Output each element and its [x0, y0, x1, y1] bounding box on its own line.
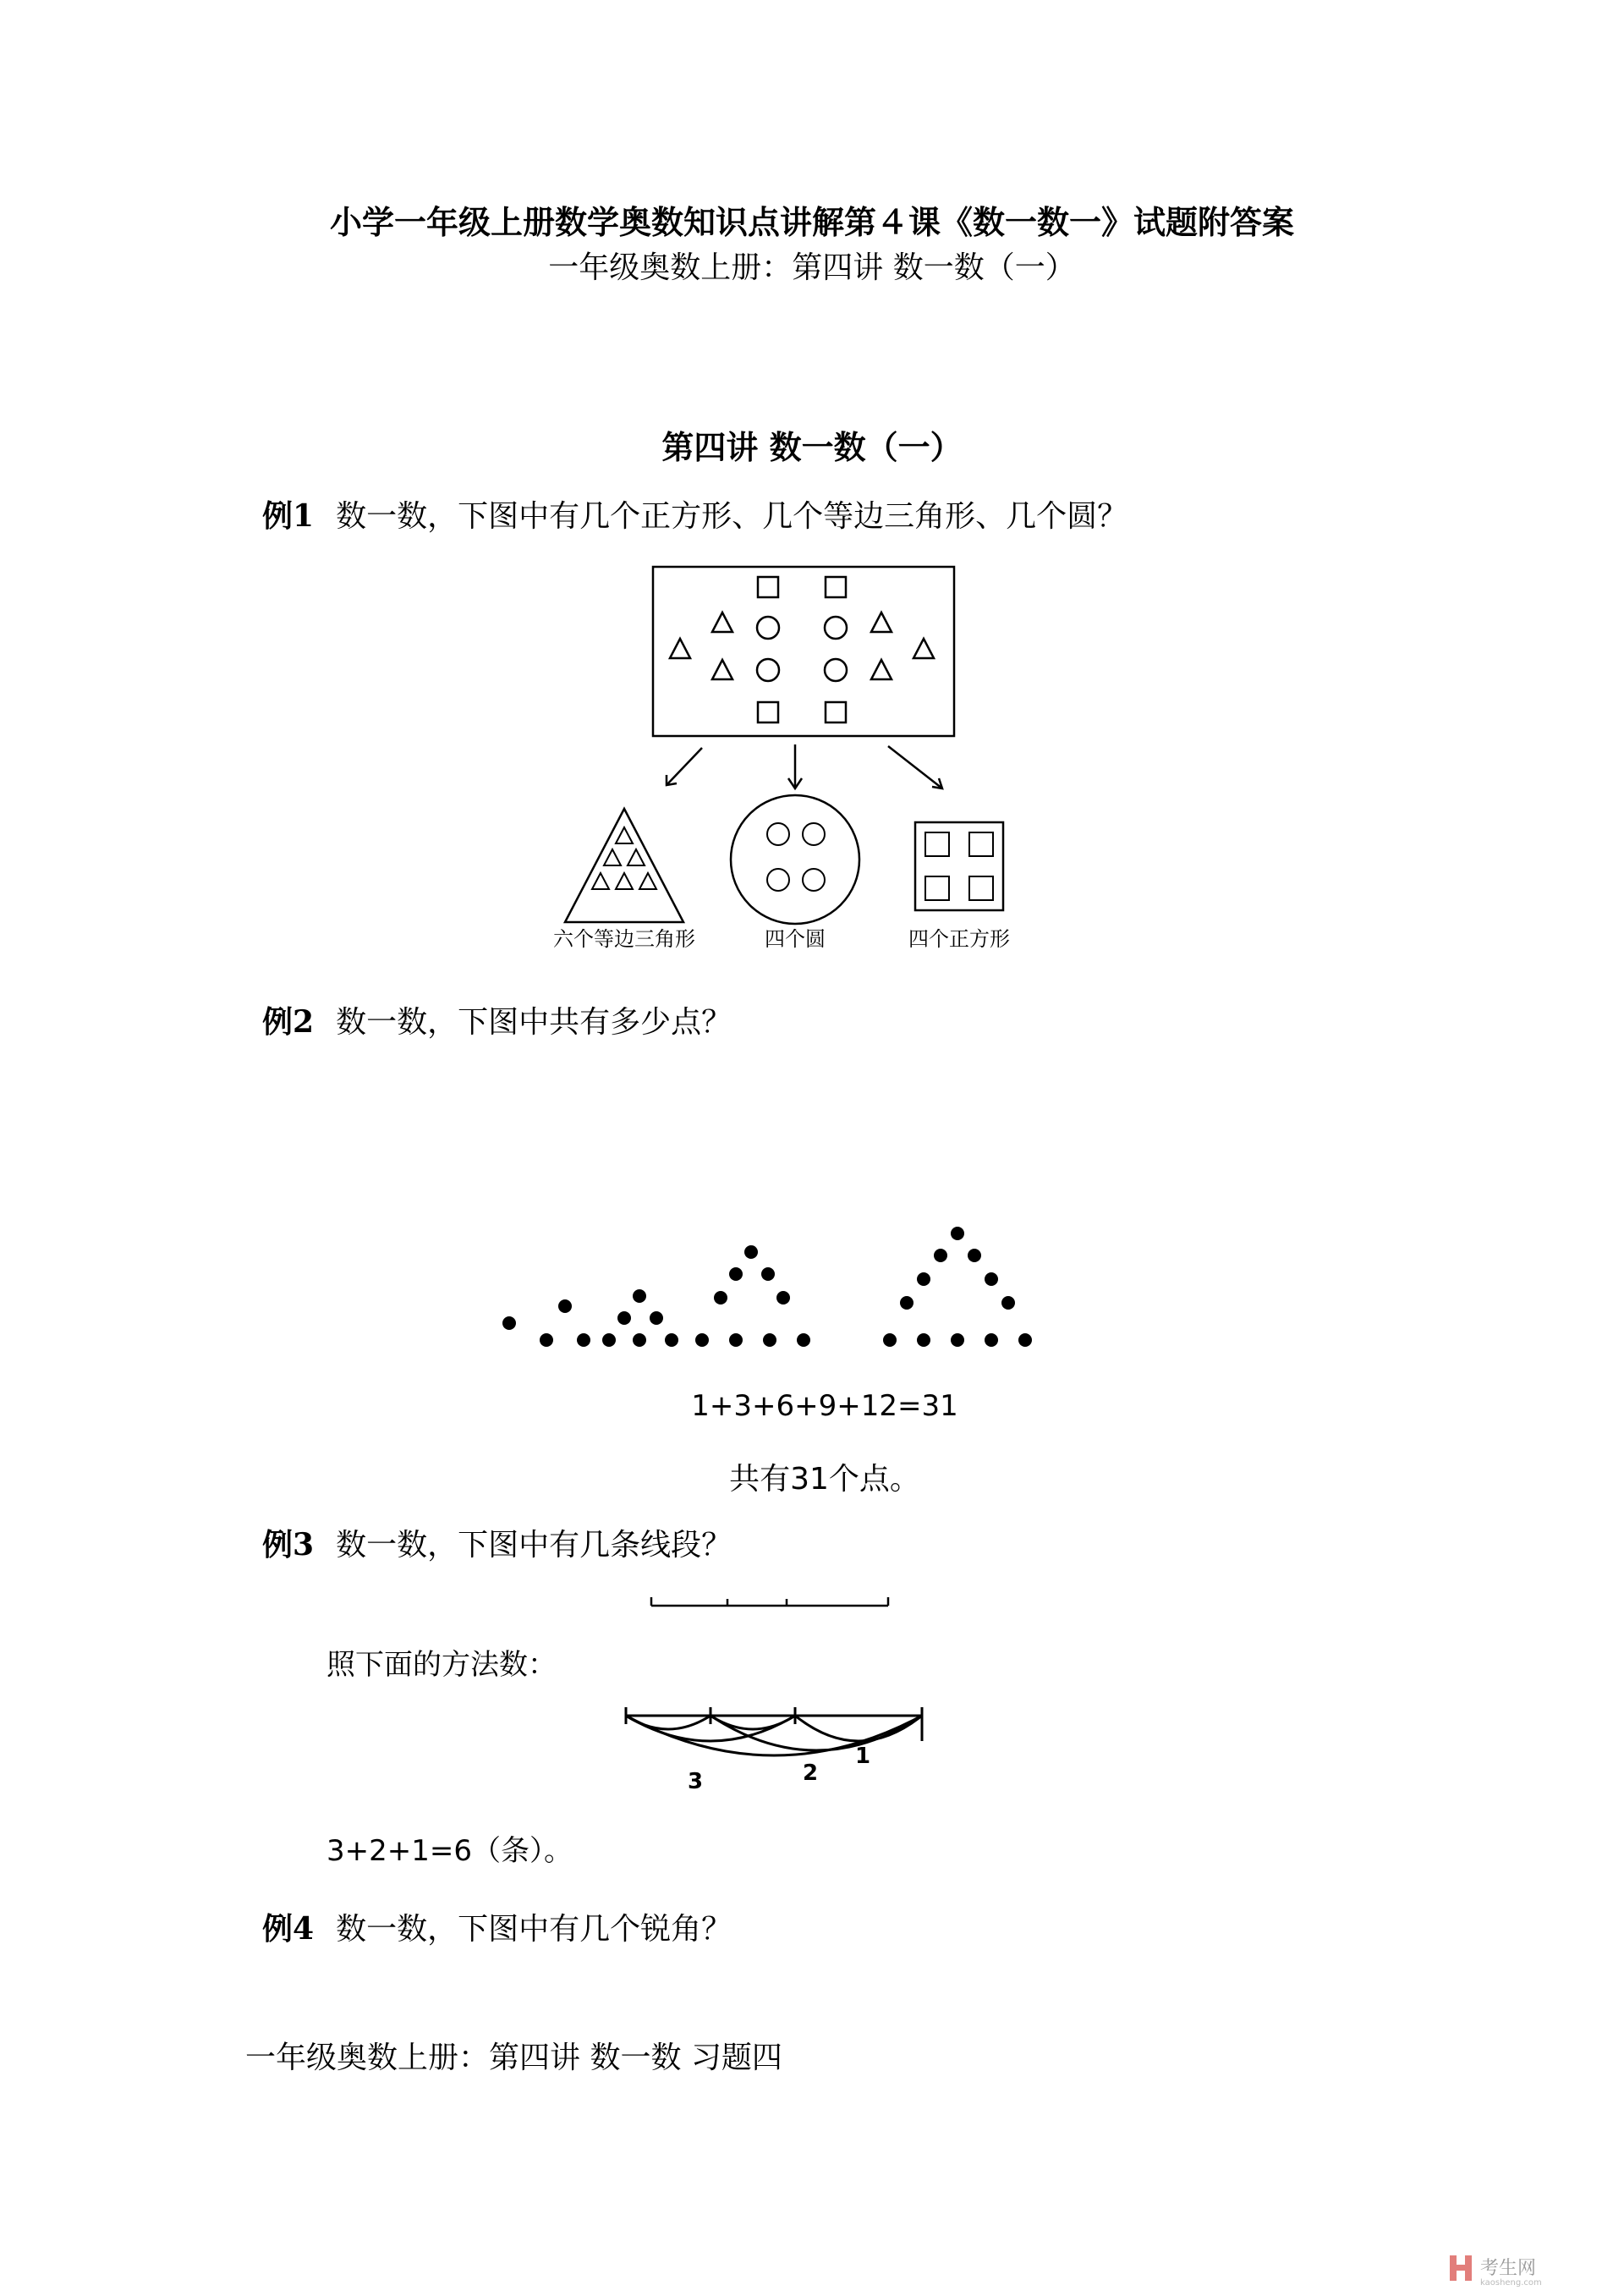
example-1-text: 数一数，下图中有几个正方形、几个等边三角形、几个圆？ [336, 499, 1128, 534]
triangle-shape [670, 639, 690, 658]
arc-label-3: 3 [687, 1769, 704, 1794]
segment-arc-figure [617, 1700, 939, 1802]
lecture-heading: 第四讲 数一数（一） [661, 428, 963, 466]
caption-circles: 四个圆 [765, 927, 826, 951]
example-3-text: 数一数，下图中有几条线段？ [336, 1528, 732, 1563]
example-3-label: 例3 [262, 1527, 315, 1563]
example-4-question [262, 1905, 732, 1948]
arc-label-1: 1 [854, 1744, 871, 1769]
document-title: 小学一年级上册数学奥数知识点讲解第４课《数一数一》试题附答案 [329, 203, 1294, 241]
circle-shape [757, 617, 779, 639]
square-shape [758, 577, 778, 597]
circle-group [731, 795, 859, 924]
site-watermark-logo [1446, 2250, 1607, 2288]
example-2-label: 例2 [262, 1004, 315, 1040]
example-2-answer: 共有31个点。 [729, 1462, 920, 1497]
arc-label-2: 2 [802, 1760, 819, 1786]
circle-shape [825, 617, 847, 639]
square-shape [826, 702, 846, 722]
watermark-text: 考生网 [1480, 2258, 1537, 2279]
example-2-text: 数一数，下图中共有多少点？ [336, 1005, 732, 1040]
circle-shape [825, 659, 847, 681]
arrow-right [888, 746, 942, 788]
example-3-question [262, 1521, 732, 1564]
triangle-shape [871, 612, 892, 632]
triangle-shape [914, 639, 934, 658]
shapes-frame [653, 567, 954, 736]
caption-triangles: 六个等边三角形 [553, 927, 695, 951]
circle-shape [757, 659, 779, 681]
example-2-question [262, 998, 732, 1041]
square-shape [826, 577, 846, 597]
triangle-shape [712, 660, 732, 679]
dot-pattern-figure [491, 1210, 1049, 1362]
square-shape [758, 702, 778, 722]
example-2-equation: 1+3+6+9+12=31 [691, 1389, 958, 1423]
example-4-text: 数一数，下图中有几个锐角？ [336, 1912, 732, 1947]
triangle-shape [871, 660, 892, 679]
example-3-equation: 3+2+1=6（条）。 [326, 1834, 573, 1868]
example-1-question [262, 492, 1127, 536]
caption-squares: 四个正方形 [908, 927, 1010, 951]
arrow-left [667, 748, 702, 785]
example-4-label: 例4 [262, 1911, 315, 1947]
exercise-heading: 一年级奥数上册：第四讲 数一数 习题四 [245, 2041, 782, 2075]
line-segment-figure [643, 1587, 897, 1612]
document-subtitle: 一年级奥数上册：第四讲 数一数（一） [548, 250, 1076, 285]
triangle-shape [712, 612, 732, 632]
example-1-label: 例1 [262, 498, 315, 534]
square-group [915, 822, 1003, 910]
watermark-subtext: kaosheng.com [1480, 2278, 1542, 2288]
method-note: 照下面的方法数： [326, 1648, 557, 1682]
example-1-figure [524, 558, 1049, 964]
